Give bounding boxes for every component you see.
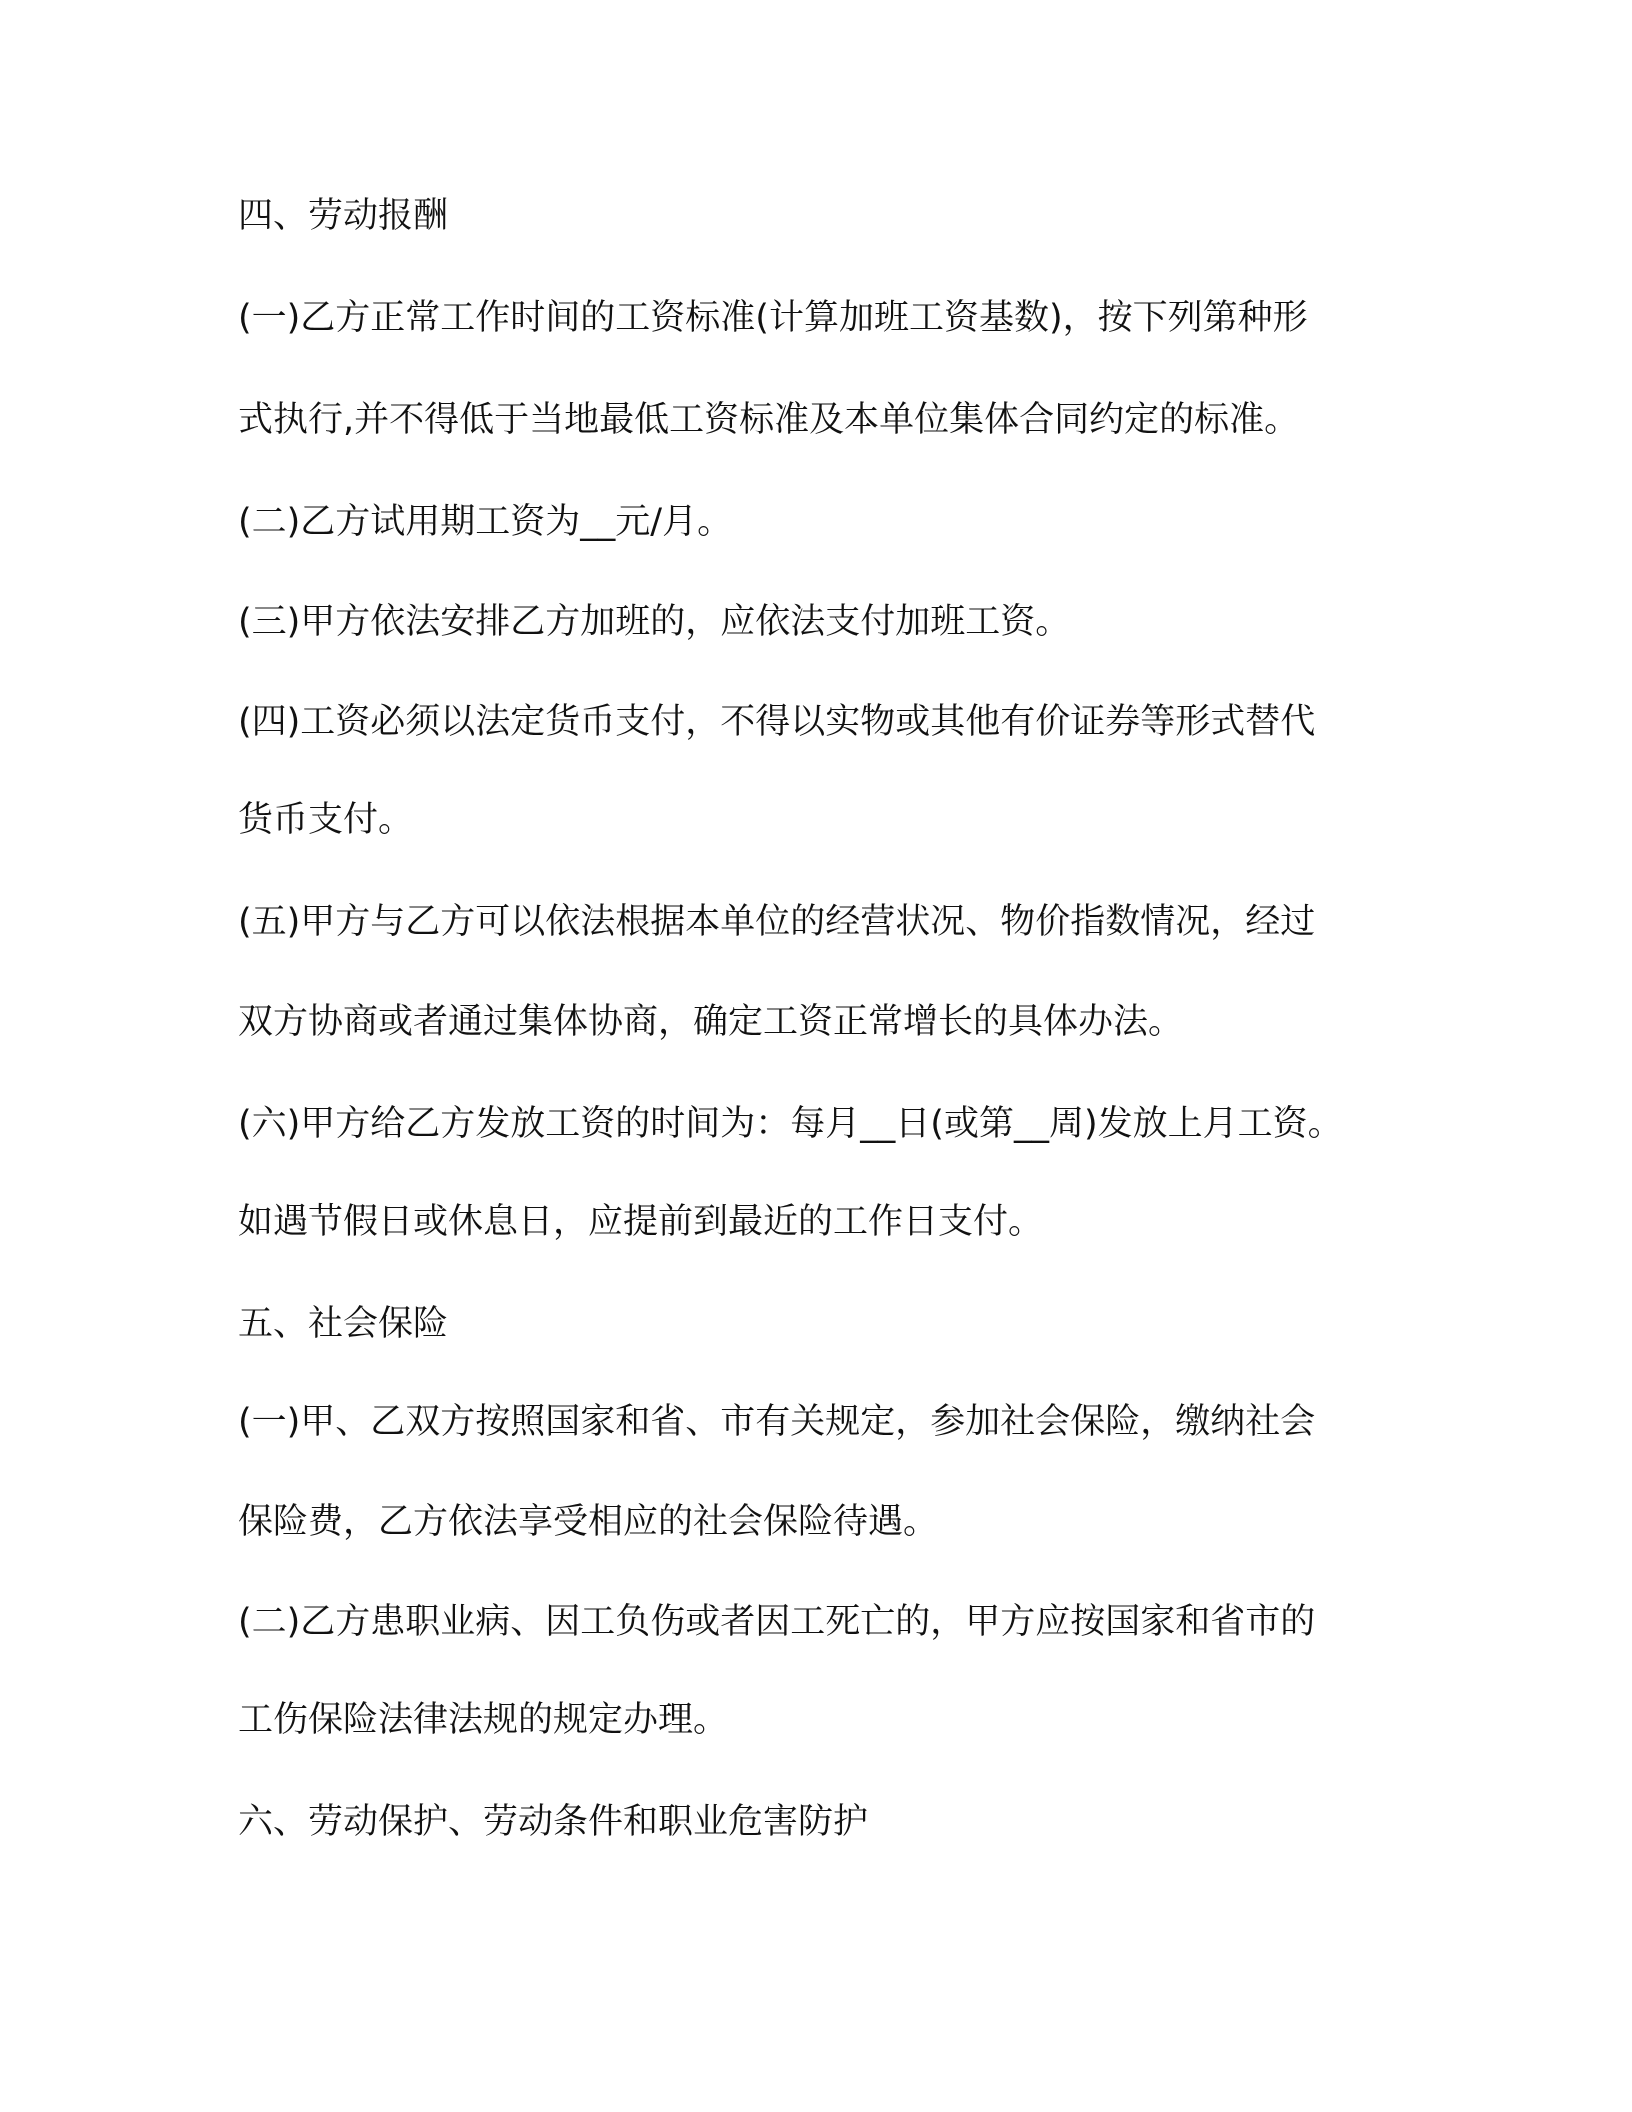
paragraph-line: (一)甲、乙双方按照国家和省、市有关规定，参加社会保险，缴纳社会 xyxy=(238,1402,1316,1442)
paragraph-line: 如遇节假日或休息日，应提前到最近的工作日支付。 xyxy=(238,1202,1044,1242)
paragraph-line: (五)甲方与乙方可以依法根据本单位的经营状况、物价指数情况，经过 xyxy=(238,902,1316,942)
paragraph-line: (四)工资必须以法定货币支付，不得以实物或其他有价证券等形式替代 xyxy=(238,702,1316,742)
paragraph-line: (六)甲方给乙方发放工资的时间为：每月__日(或第__周)发放上月工资。 xyxy=(238,1104,1343,1144)
section-heading-6: 六、劳动保护、劳动条件和职业危害防护 xyxy=(238,1802,869,1842)
paragraph-line: (三)甲方依法安排乙方加班的，应依法支付加班工资。 xyxy=(238,602,1071,642)
paragraph-line: 双方协商或者通过集体协商，确定工资正常增长的具体办法。 xyxy=(238,1002,1184,1042)
section-heading-5: 五、社会保险 xyxy=(238,1304,449,1344)
section-heading-4: 四、劳动报酬 xyxy=(238,196,449,236)
paragraph-line: 保险费，乙方依法享受相应的社会保险待遇。 xyxy=(238,1502,939,1542)
paragraph-line: 工伤保险法律法规的规定办理。 xyxy=(238,1700,729,1740)
paragraph-line: (一)乙方正常工作时间的工资标准(计算加班工资基数)，按下列第种形 xyxy=(238,298,1308,338)
paragraph-line: 货币支付。 xyxy=(238,800,414,840)
paragraph-line: (二)乙方试用期工资为__元/月。 xyxy=(238,502,733,542)
paragraph-line: (二)乙方患职业病、因工负伤或者因工死亡的，甲方应按国家和省市的 xyxy=(238,1602,1316,1642)
paragraph-line: 式执行,并不得低于当地最低工资标准及本单位集体合同约定的标准。 xyxy=(238,400,1300,440)
